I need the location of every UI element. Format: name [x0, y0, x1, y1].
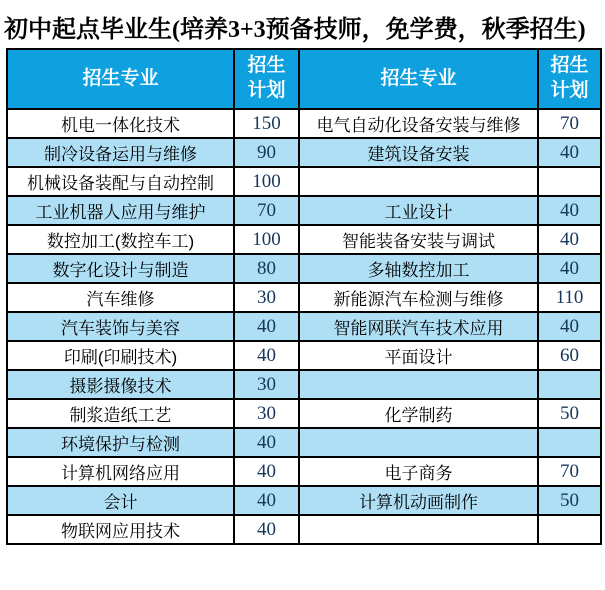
table-row	[7, 370, 601, 399]
major-cell-right	[299, 167, 538, 196]
table-row	[7, 486, 601, 515]
plan-cell-left: 30	[234, 370, 299, 399]
plan-cell-left: 40	[234, 428, 299, 457]
major-cell-right: 新能源汽车检测与维修	[299, 283, 538, 312]
major-cell-left: 数控加工(数控车工)	[7, 225, 234, 254]
major-cell-left: 会计	[7, 486, 234, 515]
major-cell-left: 工业机器人应用与维护	[7, 196, 234, 225]
header-row	[7, 49, 601, 109]
plan-cell-right: 70	[538, 109, 601, 138]
plan-cell-right: 40	[538, 225, 601, 254]
plan-cell-left: 40	[234, 312, 299, 341]
table-row	[7, 196, 601, 225]
table-row	[7, 225, 601, 254]
major-cell-right: 智能装备安装与调试	[299, 225, 538, 254]
major-cell-right: 建筑设备安装	[299, 138, 538, 167]
header-plan-left-label: 招生计划	[247, 55, 286, 101]
plan-cell-right: 110	[538, 283, 601, 312]
major-cell-left: 汽车维修	[7, 283, 234, 312]
plan-cell-left: 100	[234, 167, 299, 196]
table-row	[7, 457, 601, 486]
major-cell-right: 多轴数控加工	[299, 254, 538, 283]
table-row	[7, 138, 601, 167]
plan-cell-right: 60	[538, 341, 601, 370]
major-cell-left: 机械设备装配与自动控制	[7, 167, 234, 196]
plan-cell-right: 50	[538, 399, 601, 428]
major-cell-left: 数字化设计与制造	[7, 254, 234, 283]
plan-cell-left: 30	[234, 399, 299, 428]
plan-cell-right	[538, 428, 601, 457]
plan-cell-left: 30	[234, 283, 299, 312]
header-plan-right	[538, 49, 601, 109]
header-major-right-label: 招生专业	[380, 68, 457, 90]
plan-cell-left: 70	[234, 196, 299, 225]
major-cell-left: 制冷设备运用与维修	[7, 138, 234, 167]
major-cell-left: 机电一体化技术	[7, 109, 234, 138]
major-cell-left: 物联网应用技术	[7, 515, 234, 544]
major-cell-left: 计算机网络应用	[7, 457, 234, 486]
major-cell-right: 智能网联汽车技术应用	[299, 312, 538, 341]
plan-cell-left: 40	[234, 341, 299, 370]
plan-cell-left: 90	[234, 138, 299, 167]
major-cell-right: 电气自动化设备安装与维修	[299, 109, 538, 138]
plan-cell-right: 50	[538, 486, 601, 515]
table-row	[7, 283, 601, 312]
table-row	[7, 341, 601, 370]
major-cell-right: 电子商务	[299, 457, 538, 486]
plan-cell-right: 70	[538, 457, 601, 486]
table-row	[7, 254, 601, 283]
table-row	[7, 109, 601, 138]
header-plan-left	[234, 49, 299, 109]
plan-cell-left: 100	[234, 225, 299, 254]
plan-cell-left: 80	[234, 254, 299, 283]
major-cell-right: 化学制药	[299, 399, 538, 428]
major-cell-left: 摄影摄像技术	[7, 370, 234, 399]
plan-cell-right	[538, 167, 601, 196]
plan-cell-right: 40	[538, 312, 601, 341]
header-major-left-label: 招生专业	[82, 68, 159, 90]
major-cell-left: 环境保护与检测	[7, 428, 234, 457]
plan-cell-right: 40	[538, 254, 601, 283]
header-major-right	[299, 49, 538, 109]
major-cell-left: 制浆造纸工艺	[7, 399, 234, 428]
table-row	[7, 399, 601, 428]
table-row	[7, 167, 601, 196]
table-body	[7, 109, 601, 544]
plan-cell-left: 40	[234, 457, 299, 486]
major-cell-right: 计算机动画制作	[299, 486, 538, 515]
plan-cell-right: 40	[538, 196, 601, 225]
plan-cell-left: 40	[234, 486, 299, 515]
table-row	[7, 515, 601, 544]
major-cell-right	[299, 515, 538, 544]
page-title: 初中起点毕业生(培养3+3预备技师，免学费，秋季招生)	[4, 17, 586, 43]
major-cell-right	[299, 428, 538, 457]
major-cell-right: 工业设计	[299, 196, 538, 225]
major-cell-left: 印刷(印刷技术)	[7, 341, 234, 370]
plan-cell-left: 150	[234, 109, 299, 138]
header-plan-right-label: 招生计划	[550, 55, 589, 101]
major-cell-left: 汽车装饰与美容	[7, 312, 234, 341]
major-cell-right: 平面设计	[299, 341, 538, 370]
table-row	[7, 312, 601, 341]
header-major-left	[7, 49, 234, 109]
plan-cell-right	[538, 515, 601, 544]
major-cell-right	[299, 370, 538, 399]
table-row	[7, 428, 601, 457]
enrollment-table	[6, 48, 602, 545]
plan-cell-right: 40	[538, 138, 601, 167]
plan-cell-left: 40	[234, 515, 299, 544]
plan-cell-right	[538, 370, 601, 399]
